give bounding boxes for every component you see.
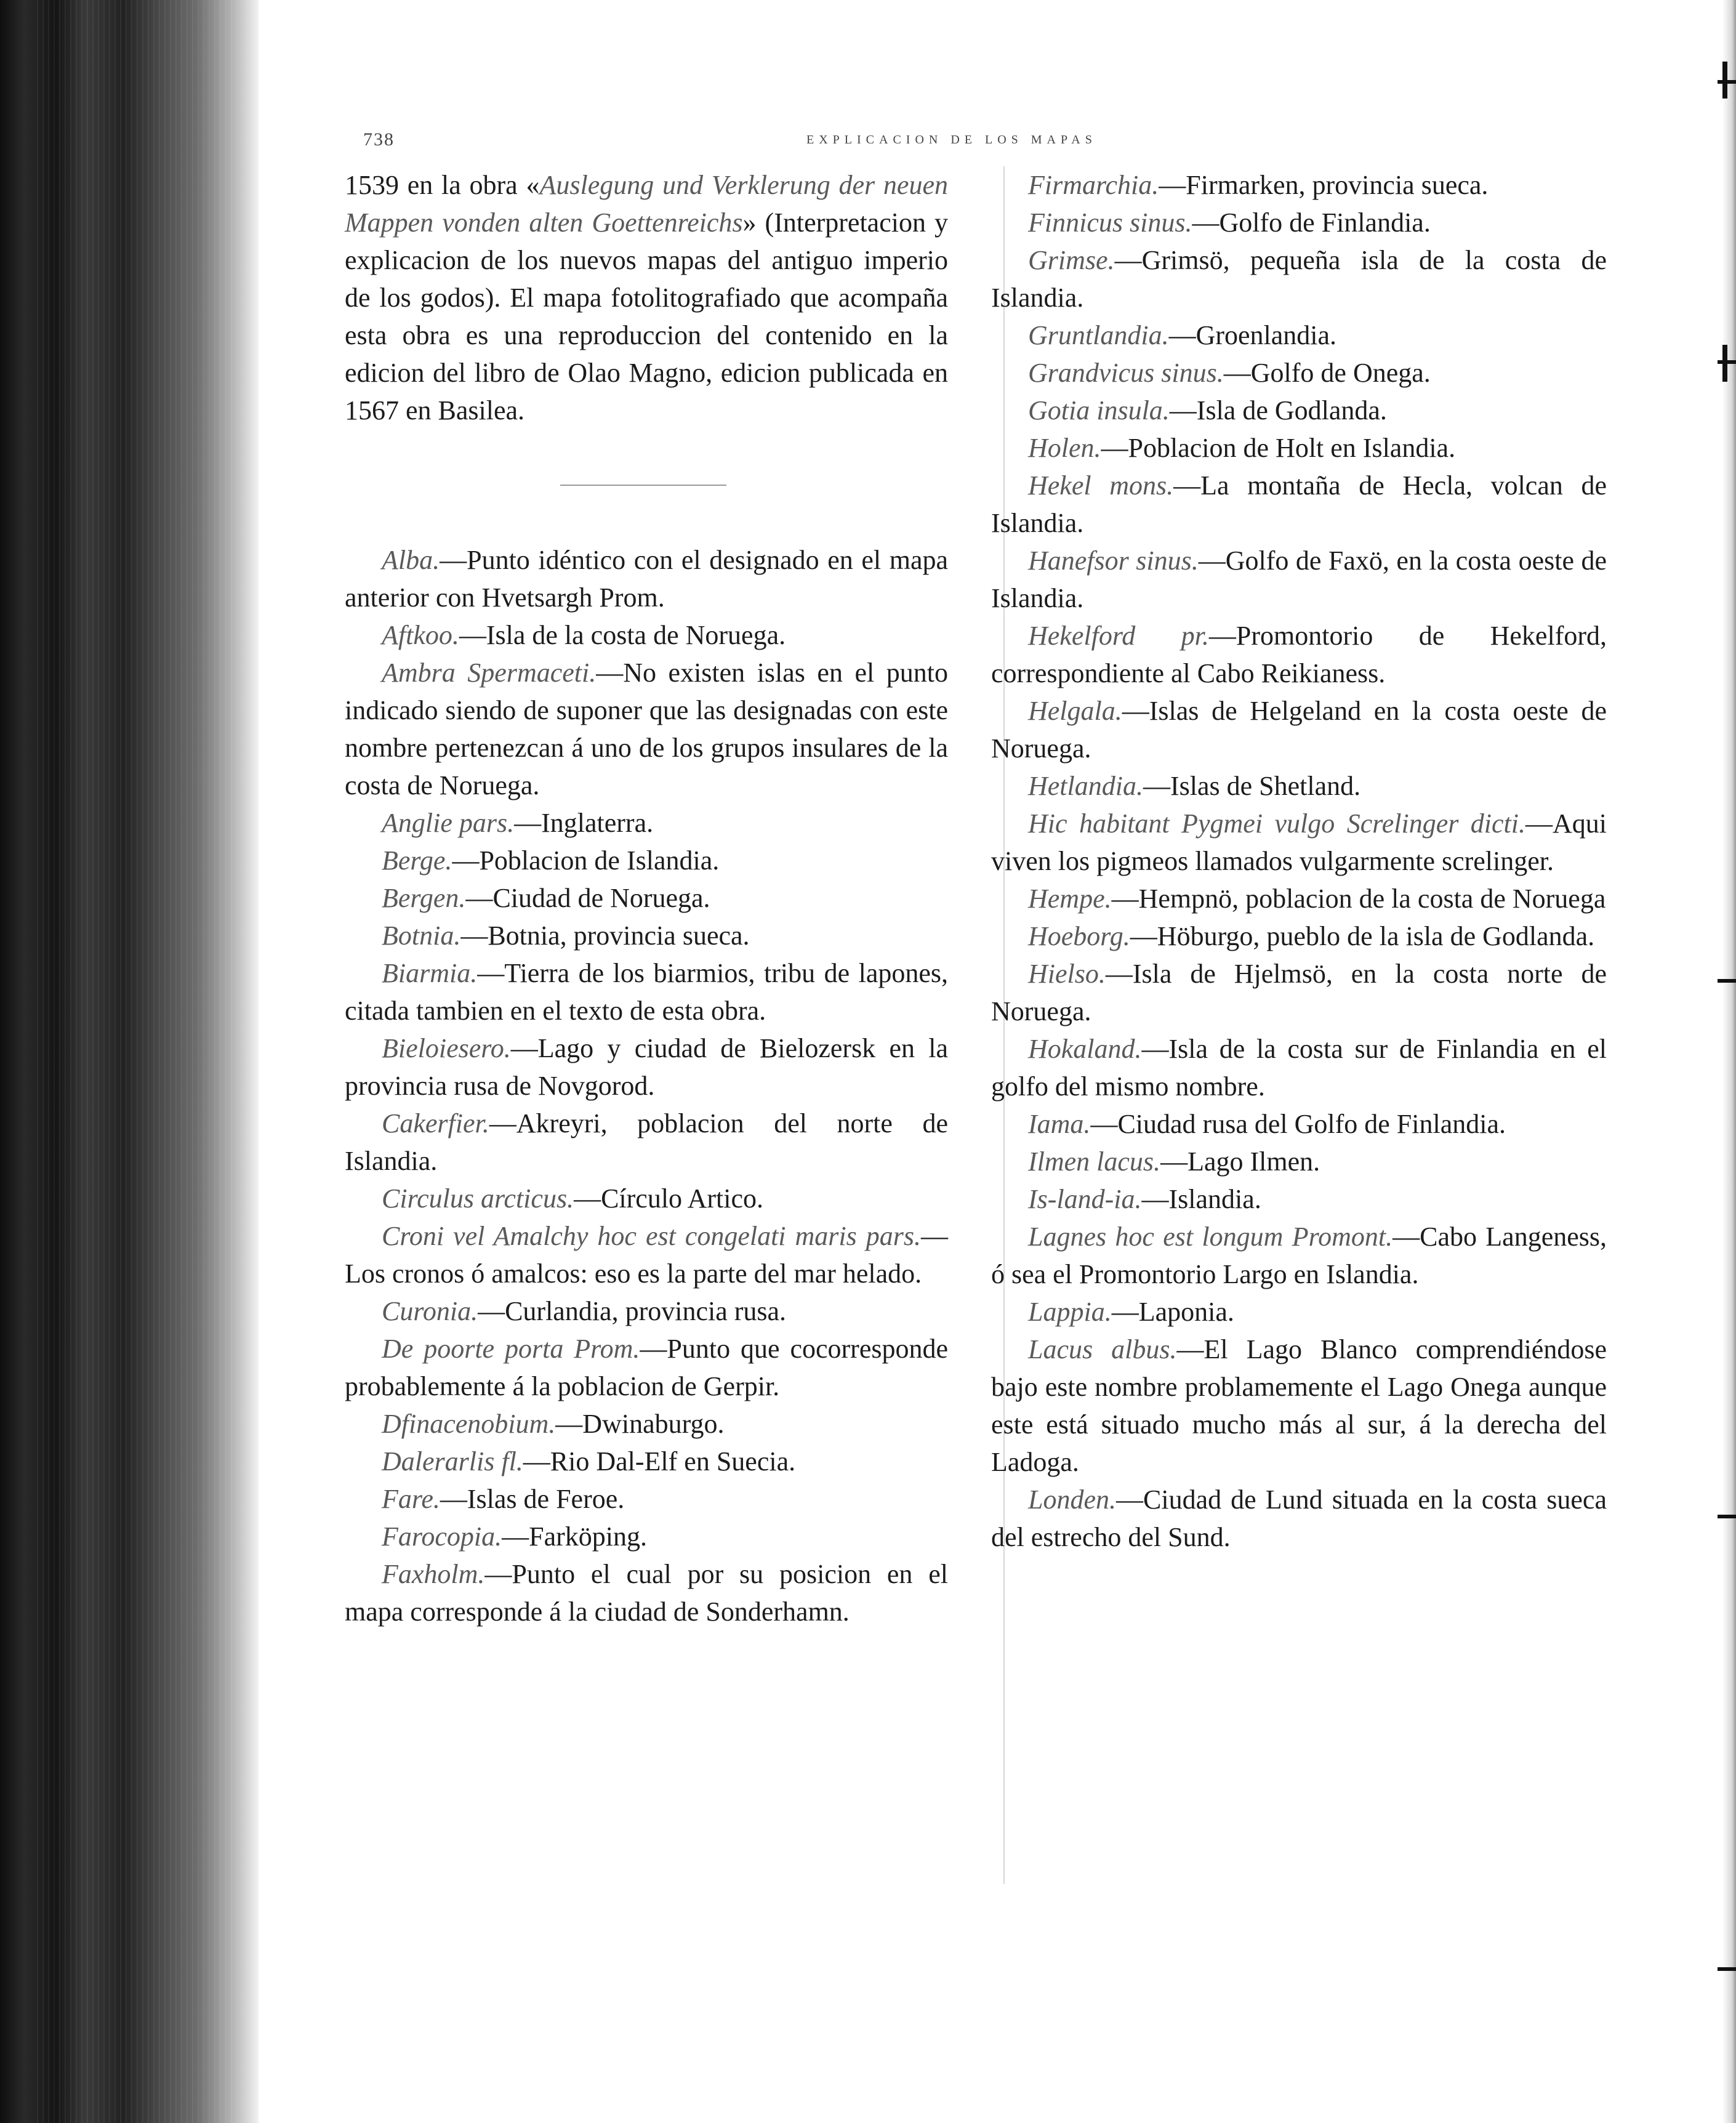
glossary-entry [345,804,948,842]
entry-definition: —Dwinaburgo. [555,1409,725,1439]
glossary-entry [991,955,1607,1030]
glossary-entry [345,1180,948,1217]
glossary-entry [345,654,948,804]
entry-term: Circulus arcticus. [382,1183,574,1214]
entry-term: Lagnes hoc est longum Promont. [1028,1222,1393,1252]
entry-term: Anglie pars. [382,808,515,838]
entry-term: Alba. [382,545,440,575]
entry-term: Gruntlandia. [1028,320,1169,350]
entry-definition: —Golfo de Finlandia. [1192,207,1431,238]
edge-mark [1722,62,1727,99]
glossary-entry [991,767,1607,805]
entry-definition: —Isla de Godlanda. [1169,395,1387,425]
entry-definition: —El Lago Blanco comprendiéndose bajo este nombre problamemente el Lago Onega aunque este está situado mucho más al sur, á la derecha del Ladoga. [991,1334,1607,1477]
glossary-entry [345,1405,948,1443]
entry-term: Dfinacenobium. [382,1409,556,1439]
entry-definition: —Islas de Helgeland en la costa oeste de Noruega. [991,696,1607,763]
entry-term: Firmarchia. [1028,170,1159,200]
entry-definition: —Grimsö, pequeña isla de la costa de Islandia. [991,245,1607,313]
glossary-entry [991,1481,1607,1556]
entry-term: Berge. [382,845,452,876]
entry-term: Hempe. [1028,884,1112,914]
entry-term: Botnia. [382,921,461,951]
glossary-entry [345,954,948,1029]
entry-definition: —Los cronos ó amalcos: eso es la parte del mar helado. [345,1221,948,1289]
page-number: 738 [363,129,395,150]
entry-term: De poorte porta Prom. [382,1334,640,1364]
entry-term: Holen. [1028,433,1101,463]
glossary-entry [991,1105,1607,1143]
entry-definition: —Poblacion de Islandia. [452,845,720,876]
glossary-entry [991,467,1607,542]
entry-definition: —Isla de la costa de Noruega. [459,620,786,650]
entry-definition: —Hempnö, poblacion de la costa de Noruega [1111,884,1606,914]
entry-definition: —Punto que cocorresponde probablemente á la poblacion de Gerpir. [345,1334,948,1401]
glossary-entry [345,879,948,917]
glossary-entry [345,1518,948,1555]
glossary-entry [345,917,948,954]
entry-definition: —Lago y ciudad de Bielozersk en la provincia rusa de Novgorod. [345,1033,948,1101]
entry-definition: —Ciudad de Lund situada en la costa sueca del estrecho del Sund. [991,1484,1607,1552]
entry-term: Grimse. [1028,245,1115,275]
entry-definition: —Botnia, provincia sueca. [460,921,750,951]
entry-definition: —Akreyri, poblacion del norte de Islandia. [345,1108,948,1176]
entry-definition: —Farköping. [502,1521,648,1552]
entry-term: Hic habitant Pygmei vulgo Screlinger dicti. [1028,808,1525,839]
entry-definition: —Islandia. [1141,1184,1261,1214]
entry-definition: —Golfo de Faxö, en la costa oeste de Islandia. [991,546,1607,613]
entry-term: Finnicus sinus. [1028,207,1192,238]
intro-paragraph [345,166,948,429]
glossary-entry [991,917,1607,955]
entry-definition: —Isla de la costa sur de Finlandia en el golfo del mismo nombre. [991,1034,1607,1102]
entry-term: Farocopia. [382,1521,502,1552]
entry-definition: —Inglaterra. [514,808,654,838]
glossary-list-left [345,541,948,1630]
entry-term: Lacus albus. [1028,1334,1177,1364]
entry-term: Fare. [382,1484,440,1514]
entry-definition: —Aqui viven los pigmeos llamados vulgarmente screlinger. [991,808,1607,876]
intro-text: 1539 en la obra « [345,170,540,200]
glossary-entry [991,1143,1607,1180]
entry-term: Grandvicus sinus. [1028,358,1224,388]
glossary-entry [991,880,1607,917]
entry-term: Cakerfier. [382,1108,489,1138]
entry-term: Aftkoo. [382,620,459,650]
entry-definition: —Ciudad rusa del Golfo de Finlandia. [1090,1109,1506,1139]
glossary-entry [345,1292,948,1330]
entry-term: Biarmia. [382,958,478,988]
glossary-entry [991,1293,1607,1331]
entry-definition: —Círculo Artico. [574,1183,764,1214]
entry-term: Gotia insula. [1028,395,1170,425]
glossary-entry [991,1030,1607,1105]
entry-definition: —Islas de Shetland. [1143,771,1361,801]
entry-definition: —Höburgo, pueblo de la isla de Godlanda. [1130,921,1595,951]
glossary-entry [991,166,1607,204]
entry-term: Hekelford pr. [1028,621,1209,651]
entry-term: Hekel mons. [1028,470,1174,501]
glossary-entry [345,1555,948,1630]
entry-term: Hokaland. [1028,1034,1142,1064]
entry-definition: —Promontorio de Hekelford, correspondiente al Cabo Reikianess. [991,621,1607,688]
glossary-entry [991,692,1607,767]
glossary-entry [345,1330,948,1405]
entry-definition: —Punto idéntico con el designado en el mapa anterior con Hvetsargh Prom. [345,545,948,613]
edge-mark [1718,979,1736,983]
entry-term: Helgala. [1028,696,1122,726]
entry-term: Ambra Spermaceti. [382,658,597,688]
entry-definition: —Tierra de los biarmios, tribu de lapones, citada tambien en el texto de esta obra. [345,958,948,1026]
entry-term: Bergen. [382,883,466,913]
entry-definition: —Isla de Hjelmsö, en la costa norte de Noruega. [991,959,1607,1026]
glossary-entry [991,805,1607,880]
glossary-entry [991,617,1607,692]
entry-term: Ilmen lacus. [1028,1146,1161,1177]
entry-definition: —Islas de Feroe. [440,1484,625,1514]
intro-text: » (Interpretacion y explicacion de los nuevos mapas del antiguo imperio de los godos). El mapa fotolitografiado que acompaña esta obra es una reproduccion del contenido en la edicion del libro de Olao Magno, edicion publicada en 1567 en Basilea. [345,207,948,425]
entry-term: Croni vel Amalchy hoc est congelati maris pars. [382,1221,921,1251]
edge-mark [1718,1515,1736,1518]
entry-definition: —Punto el cual por su posicion en el mapa corresponde á la ciudad de Sonderhamn. [345,1559,948,1627]
glossary-entry [345,1217,948,1292]
glossary-entry [345,1480,948,1518]
right-page-edge [1722,0,1736,2123]
entry-definition: —No existen islas en el punto indicado siendo de suponer que las designadas con este nombre pertenezcan á uno de los grupos insulares de la costa de Noruega. [345,658,948,800]
entry-term: Curonia. [382,1296,478,1326]
edge-mark [1718,1967,1736,1971]
glossary-entry [345,1443,948,1480]
glossary-entry [991,316,1607,354]
entry-term: Lappia. [1028,1297,1112,1327]
glossary-entry [345,1105,948,1180]
entry-term: Hoeborg. [1028,921,1130,951]
entry-definition: —Ciudad de Noruega. [465,883,710,913]
glossary-entry [345,1029,948,1105]
glossary-entry [345,616,948,654]
glossary-entry [991,429,1607,467]
entry-definition: —Firmarken, provincia sueca. [1159,170,1489,200]
glossary-entry [991,1180,1607,1218]
section-separator [560,485,726,486]
entry-definition: —La montaña de Hecla, volcan de Islandia. [991,470,1607,538]
glossary-entry [991,392,1607,429]
entry-definition: —Curlandia, provincia rusa. [478,1296,787,1326]
intro-book-title: Auslegung und Verklerung der neuen Mappen vonden alten Goettenreichs [345,170,948,238]
entry-definition: —Lago Ilmen. [1160,1146,1320,1177]
glossary-entry [991,542,1607,617]
glossary-entry [991,241,1607,316]
entry-definition: —Laponia. [1111,1297,1234,1327]
entry-definition: —Groenlandia. [1168,320,1337,350]
glossary-entry [991,1218,1607,1293]
entry-term: Bieloiesero. [382,1033,511,1063]
glossary-list-right [991,166,1607,1556]
running-title: EXPLICACION DE LOS MAPAS [806,133,1097,147]
book-binding-shadow [0,0,259,2123]
entry-term: Faxholm. [382,1559,485,1589]
entry-definition: —Poblacion de Holt en Islandia. [1101,433,1456,463]
glossary-entry [991,354,1607,392]
edge-mark [1722,345,1727,382]
glossary-entry [991,204,1607,241]
glossary-entry [345,842,948,879]
entry-term: Hetlandia. [1028,771,1143,801]
entry-term: Is-land-ia. [1028,1184,1142,1214]
entry-term: Hanefsor sinus. [1028,546,1199,576]
entry-definition: —Golfo de Onega. [1223,358,1431,388]
glossary-entry [345,541,948,616]
entry-term: Londen. [1028,1484,1116,1515]
book-page [345,0,1668,2123]
left-column [345,166,948,1630]
entry-term: Dalerarlis fl. [382,1446,523,1476]
binding-page-edges [37,0,234,2123]
entry-definition: —Rio Dal-Elf en Suecia. [523,1446,796,1476]
entry-definition: —Cabo Langeness, ó sea el Promontorio Largo en Islandia. [991,1222,1607,1289]
glossary-entry [991,1331,1607,1481]
entry-term: Iama. [1028,1109,1091,1139]
entry-term: Hielso. [1028,959,1106,989]
right-column [991,166,1607,1556]
